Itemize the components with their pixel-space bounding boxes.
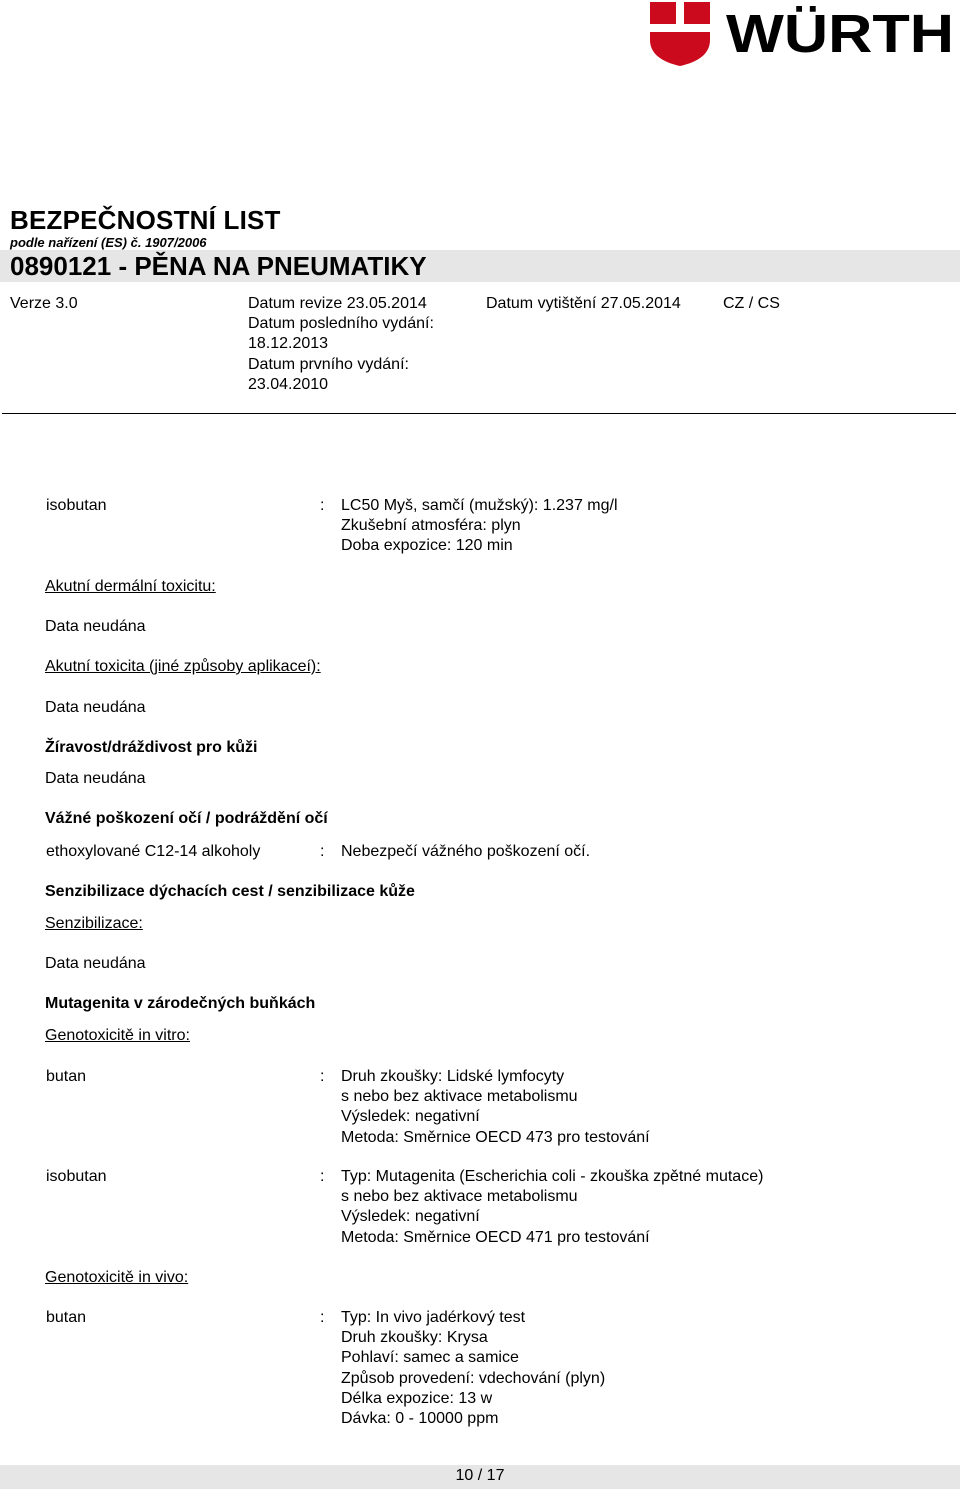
colon: : <box>320 1168 325 1185</box>
product-title: 0890121 - PĚNA NA PNEUMATIKY <box>10 251 427 281</box>
vivo-butan-values <box>341 1308 605 1429</box>
value-line: Druh zkoušky: Lidské lymfocyty <box>341 1068 565 1085</box>
dermal-heading: Akutní dermální toxicitu: <box>45 578 216 595</box>
value-line: Výsledek: negativní <box>341 1108 480 1126</box>
page-number: 10 / 17 <box>455 1467 505 1484</box>
dermal-value: Data neudána <box>45 618 146 635</box>
skin-value: Data neudána <box>45 770 146 787</box>
revision-date: Datum revize 23.05.2014 <box>248 295 427 312</box>
isobutan-inhal-values <box>341 496 618 557</box>
skin-heading: Žíravost/dráždivost pro kůži <box>45 739 258 756</box>
value-line: Výsledek: negativní <box>341 1208 480 1226</box>
value-line: s nebo bez aktivace metabolismu <box>341 1088 578 1106</box>
sensitization-value: Data neudána <box>45 955 146 972</box>
colon: : <box>320 843 325 860</box>
regulation-note: podle nařízení (ES) č. 1907/2006 <box>10 235 207 250</box>
first-issue-date: 23.04.2010 <box>248 375 329 393</box>
value-line: Druh zkoušky: Krysa <box>341 1329 488 1347</box>
value-line: Dávka: 0 - 10000 ppm <box>341 1410 499 1428</box>
other-routes-heading: Akutní toxicita (jiné způsoby aplikaceí): <box>45 658 321 675</box>
document-title: BEZPEČNOSTNÍ LIST <box>10 205 281 235</box>
colon: : <box>320 497 325 514</box>
value-line: Metoda: Směrnice OECD 471 pro testování <box>341 1228 650 1246</box>
eye-value: Nebezpečí vážného poškození očí. <box>341 843 591 860</box>
vitro-butan-values <box>341 1067 650 1148</box>
sensitization-subheading: Senzibilizace: <box>45 915 143 932</box>
date-block <box>248 294 434 395</box>
value-line: s nebo bez aktivace metabolismu <box>341 1188 578 1206</box>
value-line: Zkušební atmosféra: plyn <box>341 517 521 535</box>
header-divider <box>2 413 956 414</box>
sensitization-heading: Senzibilizace dýchacích cest / senzibilizace kůže <box>45 883 415 900</box>
substance-label: isobutan <box>46 1168 107 1185</box>
substance-label: butan <box>46 1309 87 1326</box>
mutagenicity-heading: Mutagenita v zárodečných buňkách <box>45 995 316 1012</box>
value-line: Typ: Mutagenita (Escherichia coli - zkouška zpětné mutace) <box>341 1168 764 1185</box>
print-date: Datum vytištění 27.05.2014 <box>486 295 681 312</box>
in-vitro-heading: Genotoxicitě in vitro: <box>45 1027 190 1044</box>
value-line: Doba expozice: 120 min <box>341 537 513 555</box>
eye-heading: Vážné poškození očí / podráždění očí <box>45 810 328 827</box>
other-routes-value: Data neudána <box>45 699 146 716</box>
value-line: LC50 Myš, samčí (mužský): 1.237 mg/l <box>341 497 618 514</box>
value-line: Metoda: Směrnice OECD 473 pro testování <box>341 1128 650 1146</box>
brand-name: WÜRTH <box>726 4 954 64</box>
value-line: Způsob provedení: vdechování (plyn) <box>341 1369 606 1387</box>
value-line: Typ: In vivo jadérkový test <box>341 1309 526 1326</box>
in-vivo-heading: Genotoxicitě in vivo: <box>45 1269 189 1286</box>
substance-label: butan <box>46 1068 87 1085</box>
substance-label: isobutan <box>46 497 107 514</box>
vitro-isobutan-values <box>341 1167 763 1248</box>
value-line: Pohlaví: samec a samice <box>341 1349 519 1367</box>
last-issue-label: Datum posledního vydání: <box>248 315 434 333</box>
wurth-logo <box>648 0 958 70</box>
version: Verze 3.0 <box>10 295 78 312</box>
substance-label: ethoxylované C12-14 alkoholy <box>46 843 261 860</box>
value-line: Délka expozice: 13 w <box>341 1389 493 1407</box>
last-issue-date: 18.12.2013 <box>248 335 329 353</box>
colon: : <box>320 1068 325 1085</box>
colon: : <box>320 1309 325 1326</box>
locale: CZ / CS <box>723 295 780 312</box>
first-issue-label: Datum prvního vydání: <box>248 355 409 373</box>
